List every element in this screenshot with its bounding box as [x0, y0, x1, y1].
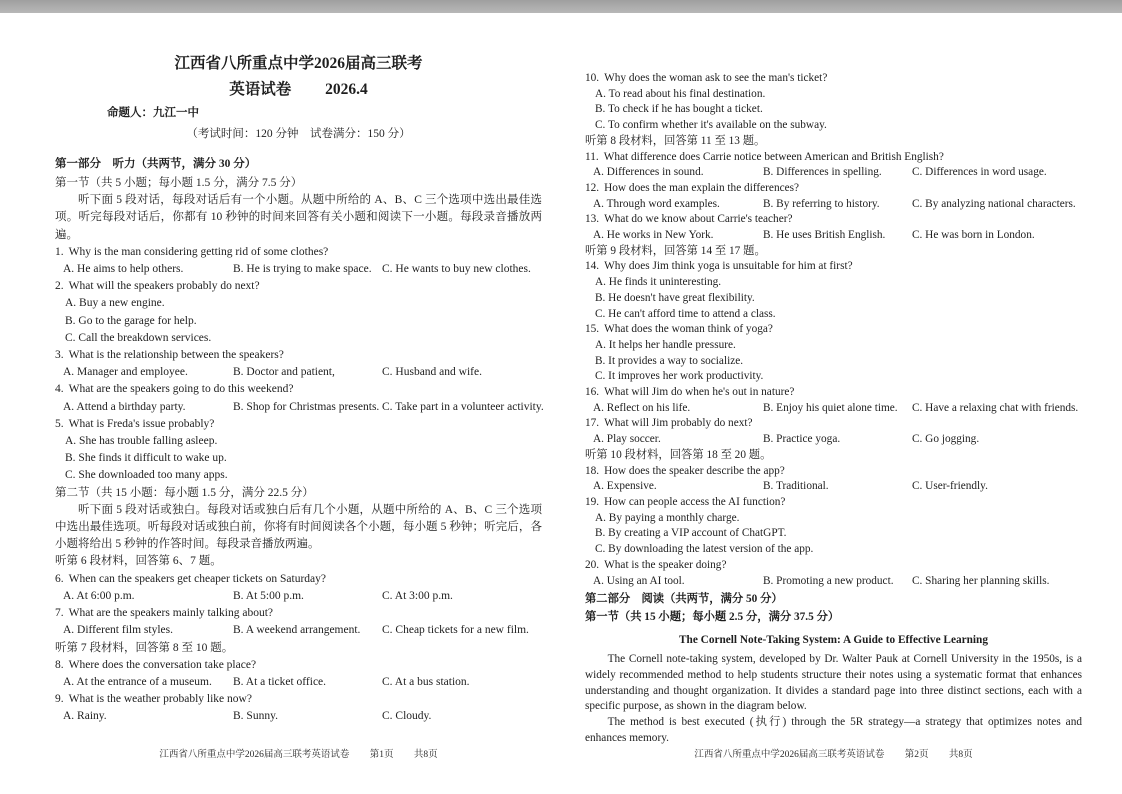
- question-number: 6.: [55, 572, 64, 585]
- exam-title: 江西省八所重点中学2026届高三联考: [174, 55, 423, 72]
- option: C. Cheap tickets for a new film.: [382, 624, 529, 637]
- question-12: [585, 181, 1082, 212]
- question-1: [55, 244, 542, 278]
- page-1: [55, 55, 542, 726]
- option: B. Go to the garage for help.: [65, 314, 197, 327]
- question-number: 11.: [585, 150, 599, 163]
- option: A. Rainy.: [63, 710, 107, 723]
- question-number: 14.: [585, 260, 600, 273]
- question-text: [585, 212, 1082, 228]
- question-16: [585, 385, 1082, 416]
- options: [55, 622, 542, 639]
- option: A. Using an AI tool.: [593, 574, 685, 587]
- option: B. Traditional.: [763, 480, 829, 493]
- section-instruction: 听下面 5 段对话或独白。每段对话或独白后有几个小题，从题中所给的 A、B、C 三个选项中选出最佳选项。听每段对话或独白前，你将有时间阅读各个小题，每小题 5 秒钟；听完后，各小题将给出 5 秒钟的作答时间。每段录音播放两遍。: [55, 503, 542, 551]
- exam-meta: （考试时间：120 分钟 试卷满分：150 分）: [186, 127, 411, 140]
- option: B. By creating a VIP account of ChatGPT.: [595, 527, 787, 540]
- question-text: [585, 558, 1082, 574]
- passage-paragraph: The Cornell note-taking system, developed by Dr. Walter Pauk at Cornell University in the 1950s, is a widely recommended method to help students structure their notes using a systematic format that enhances understanding and thought organization. It divides a standard page into three distinct sections, each with a specific purpose, as shown in the diagram below.: [585, 653, 1082, 713]
- subsection-heading: 第二节（共 15 小题：每小题 1.5 分，满分 22.5 分）: [55, 486, 314, 499]
- question-stem: Why is the man considering getting rid of some clothes?: [68, 245, 329, 258]
- options: [55, 399, 542, 416]
- scan-edge-top: [0, 0, 1122, 13]
- option: A. Differences in sound.: [593, 166, 704, 179]
- page-1-body: [55, 156, 542, 726]
- option: B. To check if he has bought a ticket.: [595, 103, 763, 116]
- question-number: 8.: [55, 658, 64, 671]
- options: [585, 574, 1082, 590]
- option: C. Go jogging.: [912, 433, 980, 446]
- option: C. She downloaded too many apps.: [65, 469, 228, 482]
- question-text: [55, 691, 542, 708]
- section-instruction: 听下面 5 段对话，每段对话后有一个小题。从题中所给的 A、B、C 三个选项中选出最佳选项。听完每段对话后，你都有 10 秒钟的时间来回答有关小题和阅读下一小题。每段录音播放两遍。: [55, 194, 542, 241]
- option: B. Enjoy his quiet alone time.: [763, 401, 898, 414]
- option: C. Differences in word usage.: [912, 166, 1047, 179]
- option: B. A weekend arrangement.: [233, 624, 361, 637]
- option: C. By downloading the latest version of the app.: [595, 543, 814, 556]
- question-text: [585, 259, 1082, 275]
- option: A. Through word examples.: [593, 197, 720, 210]
- question-stem: What is the relationship between the speakers?: [68, 349, 284, 362]
- option: B. He uses British English.: [763, 229, 886, 242]
- options: [585, 338, 1082, 385]
- option: B. Doctor and patient,: [233, 366, 335, 379]
- question-stem: Where does the conversation take place?: [68, 658, 257, 671]
- question-number: 19.: [585, 495, 600, 508]
- question-text: [585, 416, 1082, 432]
- option: A. It helps her handle pressure.: [595, 338, 736, 351]
- question-text: [55, 244, 542, 261]
- question-6: [55, 571, 542, 605]
- passage-title: The Cornell Note-Taking System: A Guide to Effective Learning: [679, 633, 988, 646]
- question-text: [585, 150, 1082, 166]
- option: B. By referring to history.: [763, 197, 880, 210]
- section-heading: 第一部分 听力（共两节，满分 30 分）: [55, 157, 257, 170]
- question-text: [55, 278, 542, 295]
- option: C. He can't afford time to attend a class.: [595, 307, 776, 320]
- audio-cue: 听第 9 段材料，回答第 14 至 17 题。: [585, 244, 766, 257]
- option: C. By analyzing national characters.: [912, 197, 1076, 210]
- option: B. Practice yoga.: [763, 433, 841, 446]
- question-text: [55, 605, 542, 622]
- exam-subject: 英语试卷: [229, 81, 292, 99]
- question-number: 7.: [55, 607, 64, 620]
- section-heading: 第二部分 阅读（共两节，满分 50 分）: [585, 593, 783, 606]
- footer-page-number: 第2页: [904, 750, 929, 760]
- question-number: 18.: [585, 464, 600, 477]
- question-number: 9.: [55, 693, 64, 706]
- question-stem: What do we know about Carrie's teacher?: [604, 213, 793, 226]
- footer-page-number: 第1页: [369, 750, 394, 760]
- question-text: [585, 385, 1082, 401]
- question-10: [585, 71, 1082, 134]
- audio-cue: 听第 7 段材料，回答第 8 至 10 题。: [55, 641, 234, 654]
- options: [585, 432, 1082, 448]
- option: C. At 3:00 p.m.: [382, 589, 453, 602]
- question-stem: What will Jim probably do next?: [604, 417, 753, 430]
- option: A. Buy a new engine.: [65, 297, 165, 310]
- question-2: [55, 278, 542, 347]
- options: [585, 87, 1082, 134]
- exam-date: 2026.4: [325, 81, 368, 99]
- option: B. Shop for Christmas presents.: [233, 400, 380, 413]
- option: C. Have a relaxing chat with friends.: [912, 401, 1079, 414]
- question-20: [585, 558, 1082, 589]
- question-text: [55, 381, 542, 398]
- footer-title: 江西省八所重点中学2026届高三联考英语试卷: [694, 750, 885, 760]
- question-text: [585, 71, 1082, 87]
- subsection-heading: 第一节（共 15 小题；每小题 2.5 分，满分 37.5 分）: [585, 610, 840, 623]
- audio-cue: 听第 6 段材料，回答第 6、7 题。: [55, 555, 222, 568]
- option: B. It provides a way to socialize.: [595, 354, 744, 367]
- footer-total-pages: 共8页: [948, 750, 973, 760]
- question-text: [55, 571, 542, 588]
- option: B. Promoting a new product.: [763, 574, 894, 587]
- option: B. He is trying to make space.: [233, 263, 372, 276]
- options: [55, 261, 542, 278]
- question-number: 15.: [585, 323, 600, 336]
- question-number: 5.: [55, 417, 64, 430]
- question-5: [55, 416, 542, 485]
- question-stem: Why does Jim think yoga is unsuitable for him at first?: [604, 260, 853, 273]
- option: B. She finds it difficult to wake up.: [65, 452, 227, 465]
- question-9: [55, 691, 542, 725]
- question-number: 16.: [585, 386, 600, 399]
- options: [55, 364, 542, 381]
- question-stem: What is the weather probably like now?: [68, 693, 252, 706]
- question-setter: 命题人：九江一中: [107, 107, 199, 120]
- options: [585, 197, 1082, 213]
- question-text: [585, 181, 1082, 197]
- question-7: [55, 605, 542, 639]
- question-number: 3.: [55, 349, 64, 362]
- question-11: [585, 150, 1082, 181]
- audio-cue: 听第 10 段材料，回答第 18 至 20 题。: [585, 448, 772, 461]
- option: A. By paying a monthly charge.: [595, 511, 740, 524]
- option: A. He aims to help others.: [63, 263, 184, 276]
- question-number: 1.: [55, 245, 64, 258]
- option: C. Take part in a volunteer activity.: [382, 400, 544, 413]
- options: [55, 433, 542, 485]
- question-13: [585, 212, 1082, 243]
- options: [585, 479, 1082, 495]
- option: A. Manager and employee.: [63, 366, 188, 379]
- question-number: 20.: [585, 558, 600, 571]
- option: C. Sharing her planning skills.: [912, 574, 1050, 587]
- question-text: [55, 347, 542, 364]
- option: C. To confirm whether it's available on the subway.: [595, 119, 827, 132]
- footer-title: 江西省八所重点中学2026届高三联考英语试卷: [159, 750, 350, 760]
- options: [585, 228, 1082, 244]
- question-stem: What will the speakers probably do next?: [68, 280, 260, 293]
- question-18: [585, 464, 1082, 495]
- question-number: 10.: [585, 72, 600, 84]
- question-8: [55, 657, 542, 691]
- page-2-body: [585, 71, 1082, 747]
- question-text: [585, 322, 1082, 338]
- question-text: [55, 657, 542, 674]
- question-15: [585, 322, 1082, 385]
- option: A. Attend a birthday party.: [63, 400, 186, 413]
- option: A. Expensive.: [593, 480, 657, 493]
- option: A. He works in New York.: [593, 229, 714, 242]
- page-2-footer: [585, 746, 1082, 760]
- option: A. To read about his final destination.: [595, 87, 766, 100]
- question-3: [55, 347, 542, 381]
- option: C. At a bus station.: [382, 675, 470, 688]
- question-14: [585, 259, 1082, 322]
- option: B. At a ticket office.: [233, 675, 327, 688]
- options: [55, 295, 542, 347]
- exam-paper-scan: [0, 13, 1122, 794]
- question-number: 13.: [585, 213, 600, 226]
- question-text: [585, 495, 1082, 511]
- option: C. Cloudy.: [382, 710, 432, 723]
- option: C. He wants to buy new clothes.: [382, 263, 531, 276]
- option: A. Different film styles.: [63, 624, 173, 637]
- question-stem: What will Jim do when he's out in nature?: [604, 386, 795, 399]
- option: B. Differences in spelling.: [763, 166, 882, 179]
- options: [55, 708, 542, 725]
- option: C. Husband and wife.: [382, 366, 482, 379]
- footer-total-pages: 共8页: [413, 750, 438, 760]
- option: C. He was born in London.: [912, 229, 1035, 242]
- option: C. User-friendly.: [912, 480, 988, 493]
- option: A. He finds it uninteresting.: [595, 276, 722, 289]
- subsection-heading: 第一节（共 5 小题；每小题 1.5 分，满分 7.5 分）: [55, 177, 303, 190]
- options: [585, 165, 1082, 181]
- question-19: [585, 495, 1082, 558]
- question-stem: What is Freda's issue probably?: [68, 417, 215, 430]
- options: [585, 275, 1082, 322]
- options: [55, 674, 542, 691]
- audio-cue: 听第 8 段材料，回答第 11 至 13 题。: [585, 134, 766, 147]
- question-stem: How does the man explain the differences?: [604, 181, 800, 194]
- question-number: 12.: [585, 181, 600, 194]
- option: A. At the entrance of a museum.: [63, 675, 212, 688]
- question-4: [55, 381, 542, 415]
- question-17: [585, 416, 1082, 447]
- options: [585, 511, 1082, 558]
- options: [55, 588, 542, 605]
- question-text: [585, 464, 1082, 480]
- question-text: [55, 416, 542, 433]
- option: C. It improves her work productivity.: [595, 370, 764, 383]
- question-number: 17.: [585, 417, 600, 430]
- question-stem: Why does the woman ask to see the man's ticket?: [604, 72, 828, 84]
- question-stem: What are the speakers mainly talking about?: [68, 607, 273, 620]
- passage-paragraph: The method is best executed (执行) through the 5R strategy—a strategy that optimizes notes and enhances memory.: [585, 716, 1082, 744]
- option: B. At 5:00 p.m.: [233, 589, 304, 602]
- question-stem: What are the speakers going to do this weekend?: [68, 383, 294, 396]
- option: A. At 6:00 p.m.: [63, 589, 135, 602]
- option: B. Sunny.: [233, 710, 278, 723]
- question-stem: How can people access the AI function?: [604, 495, 786, 508]
- option: A. Reflect on his life.: [593, 401, 691, 414]
- option: C. Call the breakdown services.: [65, 331, 212, 344]
- option: B. He doesn't have great flexibility.: [595, 291, 755, 304]
- page-1-header: [55, 55, 542, 143]
- question-stem: What does the woman think of yoga?: [604, 323, 773, 336]
- question-number: 2.: [55, 280, 64, 293]
- question-stem: How does the speaker describe the app?: [604, 464, 785, 477]
- page-2: [585, 71, 1082, 747]
- page-1-footer: [55, 746, 542, 760]
- option: A. Play soccer.: [593, 433, 661, 446]
- question-stem: What difference does Carrie notice between American and British English?: [603, 150, 944, 163]
- option: A. She has trouble falling asleep.: [65, 435, 218, 448]
- question-stem: What is the speaker doing?: [604, 558, 727, 571]
- exam-subtitle: [55, 81, 542, 98]
- question-number: 4.: [55, 383, 64, 396]
- options: [585, 401, 1082, 417]
- question-stem: When can the speakers get cheaper tickets on Saturday?: [68, 572, 326, 585]
